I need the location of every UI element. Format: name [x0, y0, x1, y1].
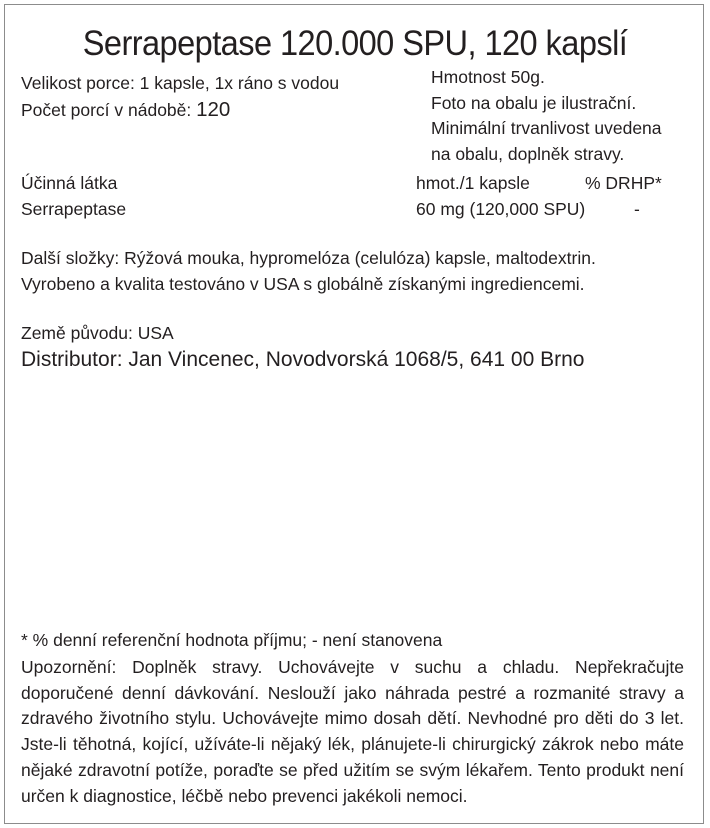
product-info [431, 65, 662, 167]
serving-size: Velikost porce: 1 kapsle, 1x ráno s vodou [21, 73, 340, 93]
footnote: * % denní referenční hodnota příjmu; - není stanovena [21, 630, 443, 650]
info-line: Foto na obalu je ilustrační. [431, 92, 637, 113]
distributor: Distributor: Jan Vincenec, Novodvorská 1068/5, 641 00 Brno [21, 348, 585, 371]
servings-count-label: Počet porcí v nádobě: [21, 100, 197, 120]
product-title: Serrapeptase 120.000 SPU, 120 kapslí [82, 24, 628, 63]
warning-text: Upozornění: Doplněk stravy. Uchovávejte v suchu a chladu. Nepřekračujte doporučené denní dávkování. Neslouží jako náhrada pestré a rozmanité stravy a zdravého životního stylu. Uchovávejte mimo dosah dětí. Nevhodné pro děti do 3 let. Jste-li těhotná, kojící, užíváte-li nějaký lék, plánujete-li chirurgický zákrok nebo máte nějaké zdravotní potíže, poraďte se před užitím se svým lékařem. Tento produkt není určen k diagnostice, léčbě nebo prevenci jakékoli nemoci. [21, 657, 684, 806]
table-row-amount: 60 mg (120,000 SPU) [416, 199, 586, 219]
other-ingredients: Další složky: Rýžová mouka, hypromelóza (celulóza) kapsle, maltodextrin. [21, 248, 596, 268]
info-line: Minimální trvanlivost uvedena [431, 118, 662, 138]
servings-count-value: 120 [196, 98, 231, 121]
table-header-drhp: % DRHP* [585, 173, 662, 193]
info-line: Hmotnost 50g. [431, 67, 545, 87]
country-of-origin: Země původu: USA [21, 323, 174, 343]
manufacturing-note: Vyrobeno a kvalita testováno v USA s globálně získanými ingrediencemi. [21, 274, 585, 294]
table-row-ingredient: Serrapeptase [21, 199, 127, 219]
table-header-amount: hmot./1 kapsle [416, 173, 530, 193]
info-line: na obalu, doplněk stravy. [431, 143, 625, 164]
servings-per-container [21, 98, 230, 122]
table-row-drhp: - [634, 199, 640, 219]
table-header-ingredient: Účinná látka [21, 173, 118, 193]
